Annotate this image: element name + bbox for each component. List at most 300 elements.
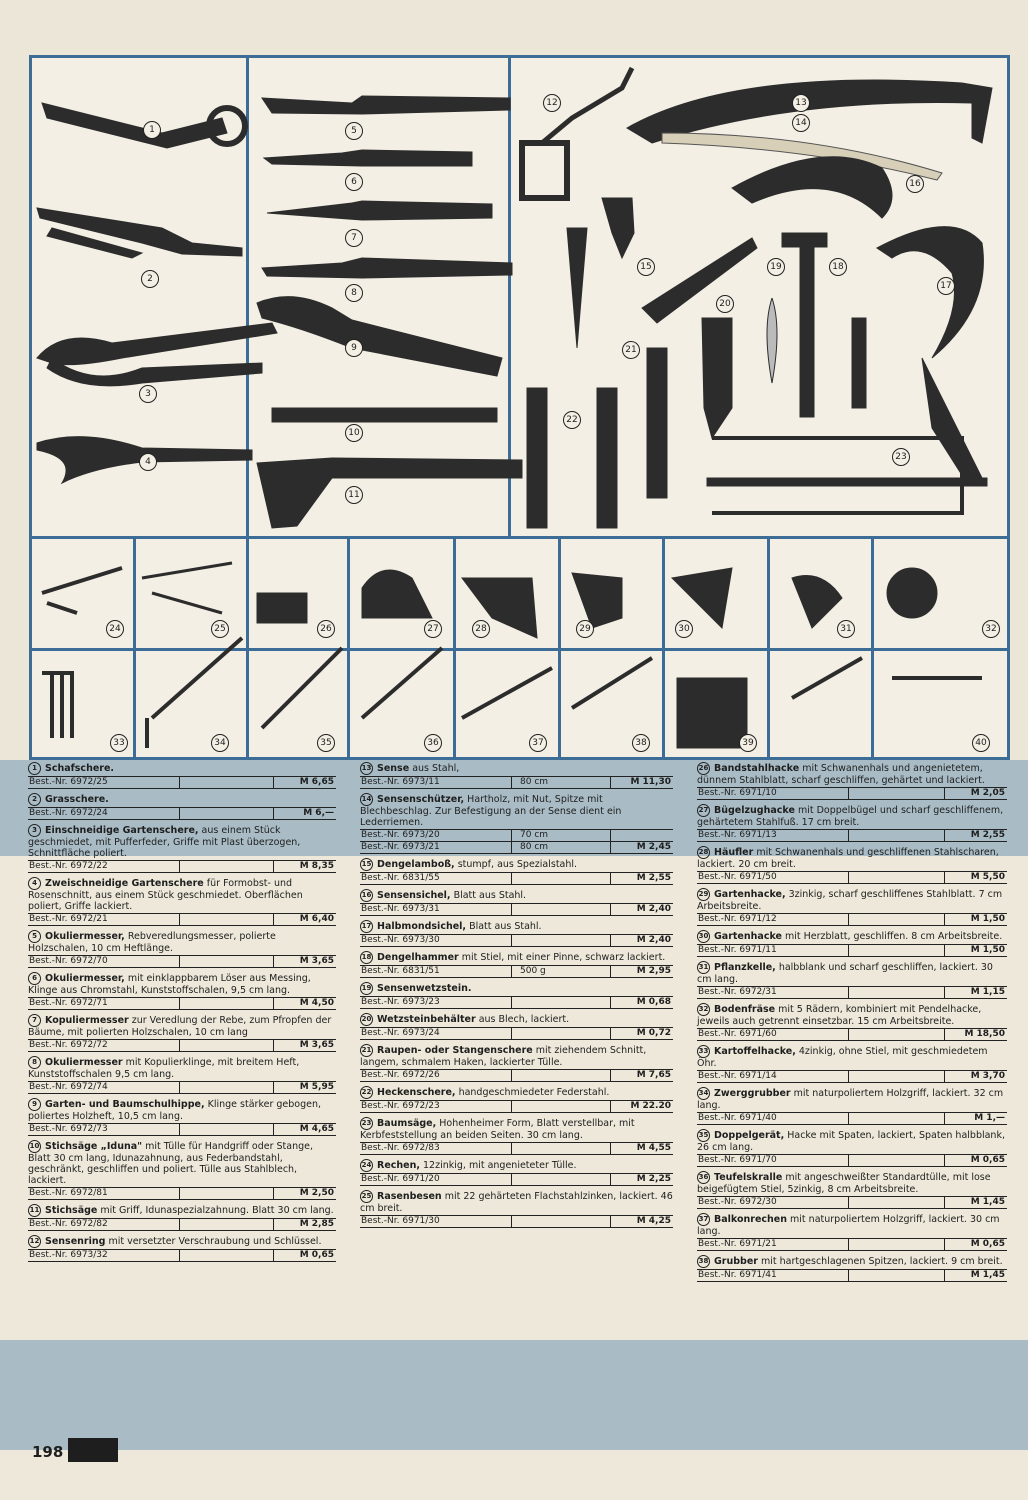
order-size <box>512 873 611 884</box>
figure-number: 4 <box>139 453 157 471</box>
product-number: 23 <box>360 1117 373 1130</box>
order-size <box>180 808 274 819</box>
product-description: handgeschmiedeter Federstahl. <box>458 1087 610 1098</box>
product-text <box>697 930 1007 943</box>
budding-knife-illustration <box>262 258 512 278</box>
product-text <box>28 1204 336 1217</box>
order-size <box>180 998 274 1009</box>
order-row <box>28 913 336 926</box>
product-text <box>360 982 673 995</box>
order-size <box>849 1197 945 1208</box>
order-price: M 2,50 <box>299 1188 334 1198</box>
figure-number: 10 <box>345 424 363 442</box>
order-row <box>28 1039 336 1052</box>
figure-number: 17 <box>937 277 955 295</box>
product-number: 14 <box>360 793 373 806</box>
product-description: mit naturpoliertem Holzgriff, lackiert. 30 cm lang. <box>697 1214 1000 1237</box>
product-number: 20 <box>360 1013 373 1026</box>
order-size <box>849 830 945 841</box>
product-entry <box>360 762 673 789</box>
product-title: Pflanzkelle, <box>714 962 776 973</box>
budding-knife-illustration <box>264 150 472 166</box>
lawn-rake-illustration <box>142 563 232 613</box>
order-price: M 6,40 <box>299 914 334 924</box>
order-price: M 5,50 <box>970 872 1005 882</box>
order-size <box>849 1270 945 1281</box>
figure-number: 32 <box>982 620 1000 638</box>
product-description: stumpf, aus Spezialstahl. <box>457 859 578 870</box>
product-title: Sensenschützer, <box>377 794 465 805</box>
product-text <box>697 1129 1007 1153</box>
order-size <box>180 1124 274 1135</box>
product-title: Kopuliermesser <box>45 1015 129 1026</box>
product-description: mit Stiel, mit einer Pinne, schwarz lackiert. <box>461 952 666 963</box>
product-description: Blatt aus Stahl. <box>469 921 542 932</box>
figure-number: 24 <box>106 620 124 638</box>
heart-hoe-illustration <box>672 568 732 628</box>
product-title: Rasenbesen <box>377 1191 442 1202</box>
order-size: 500 g <box>512 966 611 977</box>
product-entry <box>360 793 673 854</box>
order-row <box>28 807 336 820</box>
grubber-illustration <box>572 658 652 708</box>
figure-number: 36 <box>424 734 442 752</box>
product-number: 12 <box>28 1235 41 1248</box>
product-title: Grubber <box>714 1256 758 1267</box>
product-title: Einschneidige Gartenschere, <box>45 825 199 836</box>
order-row <box>360 872 673 885</box>
product-text <box>28 762 336 775</box>
product-title: Bügelzughacke <box>714 805 795 816</box>
product-description: mit Griff, Idunaspezialzahnung. Blatt 30 cm lang. <box>100 1205 334 1216</box>
product-number: 6 <box>28 972 41 985</box>
anvil-illustration <box>602 198 634 258</box>
order-price: M 0,65 <box>970 1155 1005 1165</box>
order-number: Best.-Nr. 6831/51 <box>360 966 512 977</box>
order-number: Best.-Nr. 6972/73 <box>28 1124 180 1135</box>
product-entry <box>28 1235 336 1262</box>
order-number: Best.-Nr. 6831/55 <box>360 873 512 884</box>
product-text <box>28 1235 336 1248</box>
potato-hoe-illustration <box>42 673 72 738</box>
product-entry <box>28 930 336 968</box>
combination-tool-illustration <box>262 648 342 728</box>
product-title: Teufelskralle <box>714 1172 783 1183</box>
product-entry <box>360 982 673 1009</box>
order-size <box>512 904 611 915</box>
half-moon-sickle-illustration <box>877 227 983 358</box>
product-text <box>360 889 673 902</box>
hedge-shears-illustration <box>567 228 587 348</box>
order-size <box>849 1155 945 1166</box>
product-title: Stichsäge <box>45 1205 98 1216</box>
product-number: 8 <box>28 1056 41 1069</box>
budding-knife-illustration <box>262 96 510 114</box>
order-number: Best.-Nr. 6973/11 <box>360 777 512 788</box>
order-row <box>28 776 336 789</box>
hoe-illustration <box>792 658 982 698</box>
order-size <box>849 1239 945 1250</box>
order-price: M 3,65 <box>299 1040 334 1050</box>
product-description: aus einem Stück geschmiedet, mit Pufferfeder, Griffe mit Plast überzogen, Schnittfläche poliert. <box>28 825 301 859</box>
product-title: Baumsäge, <box>377 1118 437 1129</box>
order-size <box>849 987 945 998</box>
product-description: mit 22 gehärteten Flachstahlzinken, lackiert. 46 cm breit. <box>360 1191 673 1214</box>
figure-number: 2 <box>141 270 159 288</box>
order-price: M 0,65 <box>299 1250 334 1260</box>
figure-number: 33 <box>110 734 128 752</box>
order-price: M 4,65 <box>299 1124 334 1134</box>
order-size <box>849 1113 945 1124</box>
order-number: Best.-Nr. 6971/30 <box>360 1216 512 1227</box>
product-text <box>697 1255 1007 1268</box>
product-number: 1 <box>28 762 41 775</box>
order-size <box>180 1188 274 1199</box>
product-text <box>28 1140 336 1186</box>
product-number: 21 <box>360 1044 373 1057</box>
pruning-shears-illustration <box>37 323 277 365</box>
order-size <box>849 945 945 956</box>
product-number: 24 <box>360 1159 373 1172</box>
order-row <box>697 1196 1007 1209</box>
order-number: Best.-Nr. 6973/24 <box>360 1028 512 1039</box>
product-entry <box>697 846 1007 884</box>
order-number: Best.-Nr. 6971/12 <box>697 914 849 925</box>
product-entry <box>697 804 1007 842</box>
product-number: 11 <box>28 1204 41 1217</box>
figure-number: 1 <box>143 121 161 139</box>
sickle-handle <box>852 318 866 408</box>
order-number: Best.-Nr. 6972/30 <box>697 1197 849 1208</box>
order-number: Best.-Nr. 6971/60 <box>697 1029 849 1040</box>
product-title: Okuliermesser, <box>45 931 125 942</box>
whetstone-holder-illustration <box>702 318 732 438</box>
product-entry <box>697 1087 1007 1125</box>
product-number: 35 <box>697 1129 710 1142</box>
product-title: Rechen, <box>377 1160 420 1171</box>
order-row <box>697 1070 1007 1083</box>
order-number: Best.-Nr. 6971/11 <box>697 945 849 956</box>
illustration-panel <box>29 55 1010 760</box>
product-entry <box>360 1044 673 1082</box>
order-price: M 4,25 <box>636 1216 671 1226</box>
product-number: 7 <box>28 1014 41 1027</box>
order-number: Best.-Nr. 6972/21 <box>28 914 180 925</box>
order-number: Best.-Nr. 6971/20 <box>360 1174 512 1185</box>
product-title: Grasschere. <box>45 794 109 805</box>
product-number: 22 <box>360 1086 373 1099</box>
product-number: 33 <box>697 1045 710 1058</box>
figure-number: 37 <box>529 734 547 752</box>
product-entry <box>28 1140 336 1200</box>
product-description: mit 5 Rädern, kombiniert mit Pendelhacke, jeweils auch getrennt einsetzbar. 15 cm Arbeitsbreite. <box>697 1004 982 1027</box>
product-description: zur Veredlung der Rebe, zum Pfropfen der Bäume, mit polierten Holzschalen, 10 cm lang <box>28 1015 332 1038</box>
product-entry <box>360 1013 673 1040</box>
order-number: Best.-Nr. 6973/32 <box>28 1250 180 1261</box>
product-title: Gartenhacke <box>714 931 782 942</box>
figure-number: 13 <box>792 94 810 112</box>
product-description: mit Doppelbügel und scharf geschliffenem, gehärtetem Stahlfuß. 17 cm breit. <box>697 805 1004 828</box>
cultivator-illustration <box>362 648 442 718</box>
figure-number: 9 <box>345 339 363 357</box>
order-size <box>180 956 274 967</box>
product-description: Blatt aus Stahl. <box>453 890 527 901</box>
product-number: 16 <box>360 889 373 902</box>
order-size <box>180 1040 274 1051</box>
order-price: M 2,40 <box>636 904 671 914</box>
order-price: M 1,45 <box>970 1197 1005 1207</box>
order-row <box>360 1100 673 1113</box>
order-row <box>697 913 1007 926</box>
figure-number: 22 <box>563 411 581 429</box>
order-price: M 4,50 <box>299 998 334 1008</box>
order-size <box>180 914 274 925</box>
product-title: Halbmondsichel, <box>377 921 467 932</box>
product-title: Dengelhammer <box>377 952 459 963</box>
trowel-illustration <box>792 576 842 629</box>
product-description: mit angeschweißter Standardtülle, mit lose beigefügtem Stiel, 5zinkig, 8 cm Arbeitsbreite. <box>697 1172 991 1195</box>
order-row <box>360 1069 673 1082</box>
order-price: M 6,— <box>303 808 334 818</box>
product-description: Klinge stärker gebogen, poliertes Holzheft, 10,5 cm lang. <box>28 1099 322 1122</box>
product-entry <box>28 1204 336 1231</box>
order-price <box>611 830 673 841</box>
product-entry <box>360 1117 673 1155</box>
product-entry <box>28 972 336 1010</box>
figure-number: 6 <box>345 173 363 191</box>
order-size <box>512 1101 611 1112</box>
order-number: Best.-Nr. 6972/22 <box>28 861 180 872</box>
figure-number: 29 <box>576 620 594 638</box>
product-entry <box>697 1255 1007 1282</box>
figure-number: 16 <box>906 175 924 193</box>
order-price: M 0,68 <box>636 997 671 1007</box>
order-price: M 1,50 <box>970 945 1005 955</box>
tool-illustrations <box>32 58 1007 758</box>
figure-number: 3 <box>139 385 157 403</box>
order-size <box>512 1216 611 1227</box>
order-number: Best.-Nr. 6971/10 <box>697 788 849 799</box>
product-title: Schafschere. <box>45 763 115 774</box>
product-entry <box>697 1003 1007 1041</box>
product-description: Hacke mit Spaten, lackiert, Spaten halbblank, 26 cm lang. <box>697 1130 1005 1153</box>
order-number: Best.-Nr. 6973/21 <box>360 842 512 853</box>
order-size: 80 cm <box>512 842 611 853</box>
order-price: M 6,65 <box>299 777 334 787</box>
figure-number: 18 <box>829 258 847 276</box>
product-text <box>360 1044 673 1068</box>
page-number: 198 <box>32 1443 64 1461</box>
figure-number: 30 <box>675 620 693 638</box>
order-price: M 0,72 <box>636 1028 671 1038</box>
product-text <box>697 961 1007 985</box>
order-size <box>849 1071 945 1082</box>
product-number: 30 <box>697 930 710 943</box>
figure-number: 7 <box>345 229 363 247</box>
product-entry <box>28 877 336 926</box>
product-description: mit versetzter Verschraubung und Schlüssel. <box>108 1236 322 1247</box>
product-title: Häufler <box>714 847 754 858</box>
product-title: Okuliermesser, <box>45 973 125 984</box>
band-hoe-illustration <box>257 593 307 623</box>
product-number: 9 <box>28 1098 41 1111</box>
product-title: Sensensichel, <box>377 890 451 901</box>
figure-number: 26 <box>317 620 335 638</box>
figure-number: 15 <box>637 258 655 276</box>
product-text <box>28 793 336 806</box>
order-row <box>360 965 673 978</box>
product-number: 37 <box>697 1213 710 1226</box>
order-row <box>360 1173 673 1186</box>
order-price: M 1,45 <box>970 1270 1005 1280</box>
order-number: Best.-Nr. 6972/26 <box>360 1070 512 1081</box>
order-size: 80 cm <box>512 777 611 788</box>
product-entry <box>697 1129 1007 1167</box>
order-price: M 1,15 <box>970 987 1005 997</box>
order-row <box>28 1249 336 1262</box>
product-title: Stichsäge „Iduna" <box>45 1141 143 1152</box>
product-number: 38 <box>697 1255 710 1268</box>
background-band <box>0 1340 1028 1450</box>
product-text <box>360 920 673 933</box>
product-description: 12zinkig, mit angenieteter Tülle. <box>423 1160 577 1171</box>
product-number: 4 <box>28 877 41 890</box>
figure-number: 39 <box>739 734 757 752</box>
product-number: 18 <box>360 951 373 964</box>
order-number: Best.-Nr. 6972/74 <box>28 1082 180 1093</box>
product-number: 32 <box>697 1003 710 1016</box>
order-price: M 2,55 <box>970 830 1005 840</box>
order-size <box>180 1082 274 1093</box>
product-text <box>360 793 673 828</box>
product-entry <box>360 1086 673 1113</box>
order-row <box>697 1269 1007 1282</box>
product-number: 28 <box>697 846 710 859</box>
order-number: Best.-Nr. 6971/50 <box>697 872 849 883</box>
order-row <box>360 1027 673 1040</box>
order-size <box>180 1250 274 1261</box>
order-size <box>512 1028 611 1039</box>
order-row <box>28 1123 336 1136</box>
product-number: 13 <box>360 762 373 775</box>
product-text <box>697 846 1007 870</box>
product-entry <box>360 889 673 916</box>
order-number: Best.-Nr. 6972/24 <box>28 808 180 819</box>
order-number: Best.-Nr. 6973/20 <box>360 830 512 841</box>
product-number: 27 <box>697 804 710 817</box>
rake-illustration <box>42 568 122 613</box>
order-size <box>180 1219 274 1230</box>
product-entry <box>360 1159 673 1186</box>
order-number: Best.-Nr. 6971/70 <box>697 1155 849 1166</box>
order-price: M 3,65 <box>299 956 334 966</box>
order-number: Best.-Nr. 6972/81 <box>28 1188 180 1199</box>
order-row <box>28 1081 336 1094</box>
order-size <box>180 861 274 872</box>
product-text <box>28 824 336 859</box>
order-row <box>28 1187 336 1200</box>
order-number: Best.-Nr. 6972/83 <box>360 1143 512 1154</box>
order-number: Best.-Nr. 6971/40 <box>697 1113 849 1124</box>
product-text <box>697 762 1007 786</box>
product-description: aus Stahl, <box>412 763 460 774</box>
grafting-knife-illustration <box>267 201 492 220</box>
order-row <box>360 1142 673 1155</box>
order-row <box>360 1215 673 1228</box>
order-number: Best.-Nr. 6972/82 <box>28 1219 180 1230</box>
product-description: mit hartgeschlagenen Spitzen, lackiert. 9 cm breit. <box>761 1256 1003 1267</box>
order-size <box>512 997 611 1008</box>
order-number: Best.-Nr. 6972/31 <box>697 987 849 998</box>
price-column-1 <box>28 762 336 1266</box>
product-number: 34 <box>697 1087 710 1100</box>
order-row <box>360 934 673 947</box>
product-text <box>28 1056 336 1080</box>
order-price: M 1,— <box>974 1113 1005 1123</box>
product-text <box>697 1087 1007 1111</box>
order-size <box>512 1174 611 1185</box>
product-entry <box>360 951 673 978</box>
product-text <box>697 1171 1007 1195</box>
order-price: M 2,45 <box>636 842 671 852</box>
order-row <box>697 986 1007 999</box>
figure-number: 31 <box>837 620 855 638</box>
order-row <box>360 842 673 854</box>
figure-number: 12 <box>543 94 561 112</box>
order-price: M 3,70 <box>970 1071 1005 1081</box>
product-description: aus Blech, lackiert. <box>478 1014 570 1025</box>
cultivator-illustration <box>147 638 242 748</box>
order-price: M 0,65 <box>970 1239 1005 1249</box>
figure-number: 40 <box>972 734 990 752</box>
product-title: Sensenwetzstein. <box>377 983 472 994</box>
order-row <box>360 903 673 916</box>
order-row <box>28 997 336 1010</box>
tree-saw-illustration <box>712 438 962 513</box>
background-band <box>0 1450 1028 1500</box>
product-text <box>697 804 1007 828</box>
order-number: Best.-Nr. 6971/21 <box>697 1239 849 1250</box>
order-row <box>697 1238 1007 1251</box>
product-entry <box>697 888 1007 926</box>
product-number: 19 <box>360 982 373 995</box>
product-text <box>360 1086 673 1099</box>
publisher-logo <box>68 1438 118 1462</box>
figure-number: 21 <box>622 341 640 359</box>
product-number: 2 <box>28 793 41 806</box>
order-number: Best.-Nr. 6972/71 <box>28 998 180 1009</box>
product-entry <box>28 1098 336 1136</box>
product-text <box>697 888 1007 912</box>
product-number: 10 <box>28 1140 41 1153</box>
product-description: halbblank und scharf geschliffen, lackiert. 30 cm lang. <box>697 962 993 985</box>
product-text <box>360 762 673 775</box>
product-entry <box>697 930 1007 957</box>
order-number: Best.-Nr. 6971/13 <box>697 830 849 841</box>
cultivator-illustration <box>887 568 937 618</box>
order-number: Best.-Nr. 6971/41 <box>697 1270 849 1281</box>
figure-number: 25 <box>211 620 229 638</box>
product-entry <box>28 1014 336 1052</box>
product-text <box>360 1013 673 1026</box>
product-entry <box>28 824 336 873</box>
figure-number: 19 <box>767 258 785 276</box>
order-row <box>697 1112 1007 1125</box>
order-number: Best.-Nr. 6972/72 <box>28 1040 180 1051</box>
product-entry <box>697 961 1007 999</box>
figure-number: 11 <box>345 486 363 504</box>
order-price: M 18,50 <box>964 1029 1005 1039</box>
